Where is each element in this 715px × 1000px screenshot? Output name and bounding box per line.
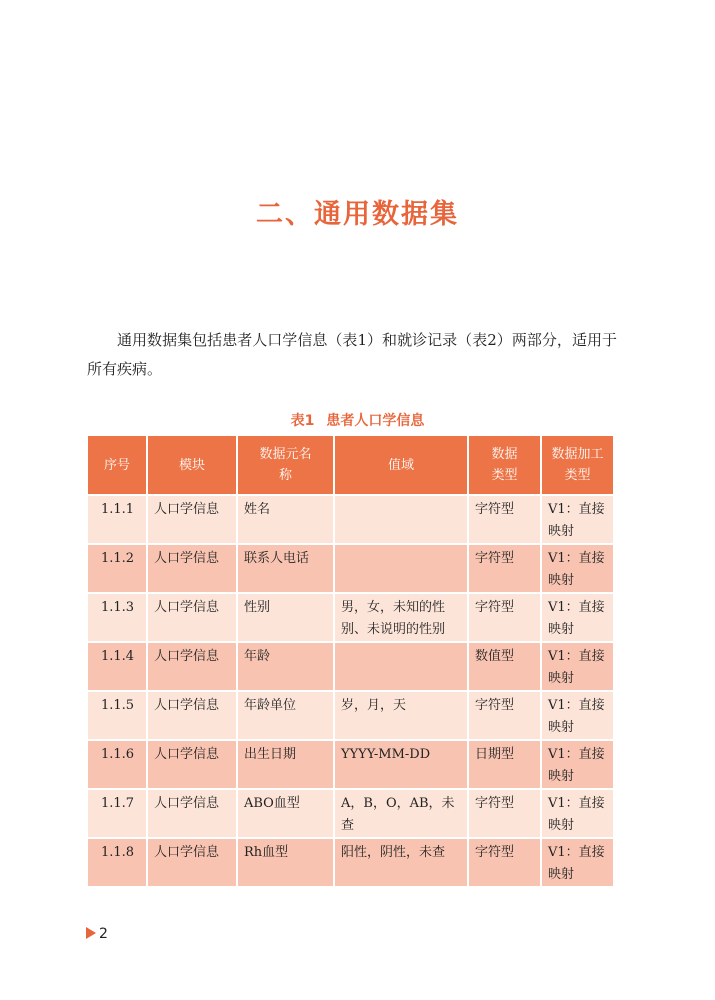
header-cell: 模块 [147, 435, 237, 495]
table-cell: 字符型 [468, 838, 541, 887]
table-row [87, 593, 614, 642]
table-cell: Rh血型 [237, 838, 334, 887]
table-cell: V1：直接映射 [541, 544, 614, 593]
table-cell: 1.1.8 [87, 838, 147, 887]
table-cell: 1.1.3 [87, 593, 147, 642]
table-row [87, 740, 614, 789]
chapter-title: 二、通用数据集 [256, 199, 459, 230]
table-cell: ABO血型 [237, 789, 334, 838]
table-cell: 人口学信息 [147, 691, 237, 740]
page-marker-icon [86, 927, 96, 939]
table-caption-number: 表1 [290, 413, 315, 429]
table-cell: 人口学信息 [147, 544, 237, 593]
table-cell: 出生日期 [237, 740, 334, 789]
table-row [87, 691, 614, 740]
table-cell: 人口学信息 [147, 495, 237, 544]
table-header-row [87, 435, 614, 495]
table-cell [334, 495, 468, 544]
table-caption-title: 患者人口学信息 [326, 413, 425, 429]
header-cell: 序号 [87, 435, 147, 495]
table-cell: 1.1.4 [87, 642, 147, 691]
table-cell: 字符型 [468, 789, 541, 838]
table-row [87, 838, 614, 887]
header-cell: 数据类型 [468, 435, 541, 495]
table-cell: 阳性，阴性，未查 [334, 838, 468, 887]
table-cell: V1：直接映射 [541, 789, 614, 838]
table-cell: 1.1.1 [87, 495, 147, 544]
table-cell: 字符型 [468, 544, 541, 593]
table-cell: 岁，月，天 [334, 691, 468, 740]
table-cell: 日期型 [468, 740, 541, 789]
table-cell: 人口学信息 [147, 642, 237, 691]
table-cell: 联系人电话 [237, 544, 334, 593]
table-cell: A，B，O，AB，未查 [334, 789, 468, 838]
table-cell: V1：直接映射 [541, 838, 614, 887]
table-cell: V1：直接映射 [541, 642, 614, 691]
table-cell: 1.1.5 [87, 691, 147, 740]
header-cell: 值域 [334, 435, 468, 495]
header-cell: 数据加工类型 [541, 435, 614, 495]
table-row [87, 495, 614, 544]
table-cell: 1.1.7 [87, 789, 147, 838]
table-cell: 人口学信息 [147, 740, 237, 789]
table-cell: 年龄单位 [237, 691, 334, 740]
table-cell: 字符型 [468, 691, 541, 740]
intro-paragraph: 通用数据集包括患者人口学信息（表1）和就诊记录（表2）两部分，适用于所有疾病。 [87, 331, 617, 378]
table-cell: 人口学信息 [147, 789, 237, 838]
table-cell: V1：直接映射 [541, 691, 614, 740]
header-cell: 数据元名称 [237, 435, 334, 495]
table-cell [334, 544, 468, 593]
table-cell: YYYY-MM-DD [334, 740, 468, 789]
table-caption [0, 410, 715, 430]
table-cell: 性别 [237, 593, 334, 642]
demographics-table [86, 434, 615, 888]
table-cell [334, 642, 468, 691]
table-row [87, 642, 614, 691]
table-cell: 人口学信息 [147, 838, 237, 887]
table-cell: V1：直接映射 [541, 495, 614, 544]
table-cell: 数值型 [468, 642, 541, 691]
table-cell: V1：直接映射 [541, 740, 614, 789]
table-cell: 1.1.2 [87, 544, 147, 593]
table-cell: 人口学信息 [147, 593, 237, 642]
table-cell: 字符型 [468, 593, 541, 642]
table-cell: 姓名 [237, 495, 334, 544]
page-number [86, 926, 108, 942]
table-cell: V1：直接映射 [541, 593, 614, 642]
table-cell: 1.1.6 [87, 740, 147, 789]
table-cell: 男，女，未知的性别、未说明的性别 [334, 593, 468, 642]
table-cell: 字符型 [468, 495, 541, 544]
table-row [87, 789, 614, 838]
page-number-text: 2 [99, 926, 108, 942]
table-cell: 年龄 [237, 642, 334, 691]
table-row [87, 544, 614, 593]
